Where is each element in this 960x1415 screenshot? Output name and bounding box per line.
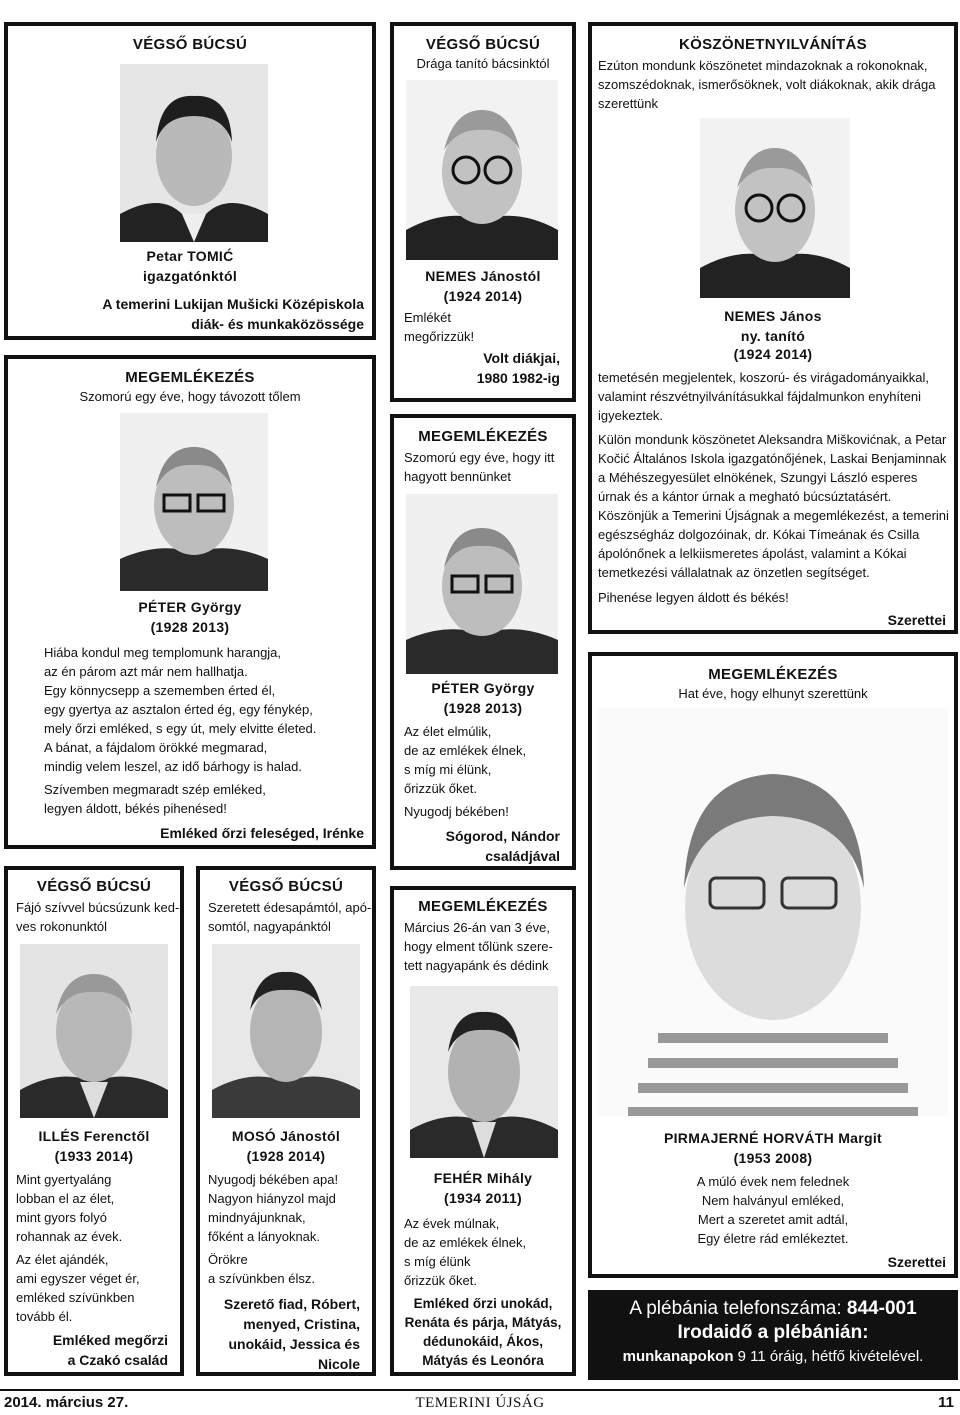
poem-line: A bánat, a fájdalom örökké megmarad, xyxy=(44,740,268,755)
signature-line: dédunokáid, Ákos, xyxy=(422,1334,544,1349)
box-subtitle: somtól, nagyapánktól xyxy=(208,919,331,934)
poem xyxy=(208,1170,370,1288)
poem-line: Az élet ajándék, xyxy=(16,1252,109,1267)
poem-line: Mint gyertyaláng xyxy=(16,1172,112,1187)
poem-line: tovább él. xyxy=(16,1309,73,1324)
signature: Emléked őrzi feleséged, Irénke xyxy=(160,825,364,841)
poem-line: őrizzük őket. xyxy=(404,781,477,796)
office-hours-days: munkanapokon xyxy=(622,1348,734,1365)
office-hours-title: Irodaidő a plébánián: xyxy=(677,1322,869,1343)
portrait-photo xyxy=(120,64,268,242)
poem-line: Mert a szeretet amit adtál, xyxy=(697,1212,849,1227)
signature: Szerettei xyxy=(887,612,946,628)
signature: Sógorod, Nándor xyxy=(445,828,560,844)
life-years: (1933 2014) xyxy=(54,1148,134,1164)
text-line: megőrizzük! xyxy=(404,329,475,344)
poem-line: Az élet elmúlik, xyxy=(404,724,492,739)
poem-line: s míg mi élünk, xyxy=(404,762,492,777)
poem-line: Hiába kondul meg templomunk harangja, xyxy=(44,645,282,660)
notice-moso xyxy=(196,866,376,1376)
box-subtitle xyxy=(404,918,570,975)
life-years: (1953 2008) xyxy=(733,1150,813,1166)
signature-line: unokáid, Jessica és xyxy=(228,1336,360,1352)
paragraph: Külön mondunk köszönetet Aleksandra Miškovićnak, a Petar Kočić Általános Iskola igazgatónőjének, Laskai Benjaminnak a Méhészegyesület elnökének, Szungyi László esperes úrnak és a kántor úrnak a megható búcsúztatásért. Köszönjük a Temerini Újságnak a megemlékezést, a temerini egészségház dolgozóinak, dr. Kókai Tímeának és Csilla ápolónőnek a lelkiismeretes ápolást, valamint a Kókai temetkezési vállalatnak az önzetlen segítséget. xyxy=(598,432,949,580)
box-subtitle: Hat éve, hogy elhunyt szerettünk xyxy=(678,686,868,701)
box-title: MEGEMLÉKEZÉS xyxy=(418,898,548,915)
subtitle-line: Március 26-án van 3 éve, xyxy=(404,920,550,935)
poem-line: de az emlékek élnek, xyxy=(404,1235,527,1250)
signature: a Czakó család xyxy=(67,1352,168,1368)
signature xyxy=(394,1294,572,1370)
portrait-photo xyxy=(598,708,948,1116)
poem-line: legyen áldott, békés pihenésed! xyxy=(44,801,227,816)
notice-feher xyxy=(390,886,576,1376)
notice-nemes-1 xyxy=(390,22,576,402)
issue-date: 2014. március 27. xyxy=(4,1394,129,1411)
poem xyxy=(404,1214,570,1290)
poem-line: a szívünkben élsz. xyxy=(208,1271,315,1286)
subtitle-line: hogy elment tőlünk szere- xyxy=(404,939,553,954)
box-title: MEGEMLÉKEZÉS xyxy=(125,369,255,386)
poem-line: Az évek múlnak, xyxy=(404,1216,500,1231)
office-hours xyxy=(588,1348,958,1365)
signature xyxy=(224,1294,360,1374)
poem-line: mint gyors folyó xyxy=(16,1210,108,1225)
signature: Emléked megőrzi xyxy=(52,1332,168,1348)
poem-line: s míg élünk xyxy=(404,1254,471,1269)
page-footer xyxy=(0,1389,960,1415)
poem xyxy=(404,722,570,821)
notice-peter-2 xyxy=(390,414,576,870)
life-years: (1928 2013) xyxy=(443,700,523,716)
signature: Szerettei xyxy=(887,1254,946,1270)
poem-line: Szívemben megmaradt szép emléked, xyxy=(44,782,266,797)
role-label: ny. tanító xyxy=(740,328,806,344)
poem-line: ami egyszer véget ér, xyxy=(16,1271,140,1286)
box-subtitle: hagyott bennünket xyxy=(404,469,511,484)
portrait-photo xyxy=(212,944,360,1118)
notice-peter-1 xyxy=(4,355,376,849)
signature: 1980 1982-ig xyxy=(476,370,560,386)
poem xyxy=(592,1172,954,1248)
notice-tomic xyxy=(4,22,376,340)
portrait-photo xyxy=(406,494,558,674)
box-title: MEGEMLÉKEZÉS xyxy=(418,428,548,445)
office-hours-time: 9 11 óráig, hétfő kivételével. xyxy=(733,1348,924,1365)
signature-line: A temerini Lukijan Mušicki Középiskola xyxy=(102,296,364,312)
poem-line: őrizzük őket. xyxy=(404,1273,477,1288)
poem-line: Nagyon hiányzol majd xyxy=(208,1191,336,1206)
poem-line: Nem halványul emléked, xyxy=(701,1193,845,1208)
poem-line: mely őrzi emléked, s egy út, mely elvitte életed. xyxy=(44,721,317,736)
deceased-name: MOSÓ Jánostól xyxy=(231,1128,341,1144)
poem-line: Örökre xyxy=(208,1252,248,1267)
deceased-name: PIRMAJERNÉ HORVÁTH Margit xyxy=(663,1130,883,1146)
portrait-photo xyxy=(120,413,268,591)
signature: családjával xyxy=(485,848,560,864)
signature-line: Renáta és párja, Mátyás, xyxy=(404,1315,562,1330)
parish-notice xyxy=(588,1290,958,1380)
life-years: (1928 2013) xyxy=(150,619,230,635)
life-years: (1924 2014) xyxy=(733,346,813,362)
portrait-photo xyxy=(700,118,850,298)
box-title: VÉGSŐ BÚCSÚ xyxy=(36,878,152,895)
signature-line: Szerető fiad, Róbert, xyxy=(223,1296,360,1312)
from-label: igazgatónktól xyxy=(142,268,238,284)
poem-line: rohannak az évek. xyxy=(16,1229,123,1244)
poem-line: Nyugodj békében! xyxy=(404,804,509,819)
box-subtitle: Szomorú egy éve, hogy itt xyxy=(404,450,555,465)
deceased-name: ILLÉS Ferenctől xyxy=(38,1128,150,1144)
box-title: VÉGSŐ BÚCSÚ xyxy=(228,878,344,895)
poem-line: de az emlékek élnek, xyxy=(404,743,527,758)
newspaper-name: TEMERINI ÚJSÁG xyxy=(415,1395,545,1411)
poem xyxy=(16,1170,178,1326)
box-title: KÖSZÖNETNYILVÁNÍTÁS xyxy=(679,36,867,53)
notice-thanks xyxy=(588,22,958,634)
paragraph: Pihenése legyen áldott és békés! xyxy=(598,590,789,605)
deceased-name: PÉTER György xyxy=(431,680,535,696)
poem-line: Egy könnycsepp a szememben érted él, xyxy=(44,683,276,698)
signature-line: menyed, Cristina, xyxy=(243,1316,360,1332)
signature-line: Nicole xyxy=(317,1356,360,1372)
signature: Volt diákjai, xyxy=(483,350,560,366)
box-subtitle: Fájó szívvel búcsúzunk ked- xyxy=(16,900,180,915)
paragraph: temetésén megjelentek, koszorú- és virágadományaikkal, valamint részvétnyilvánításukkal fájdalmunkon enyhíteni igyekeztek. xyxy=(598,370,929,423)
text-line: Emlékét xyxy=(404,310,451,325)
poem-line: emléked szívünkben xyxy=(16,1290,135,1305)
deceased-name: PÉTER György xyxy=(138,599,242,615)
box-subtitle: Szomorú egy éve, hogy távozott tőlem xyxy=(79,389,301,404)
poem-line: az én párom azt már nem hallhatja. xyxy=(44,664,248,679)
box-title: MEGEMLÉKEZÉS xyxy=(708,666,838,683)
signature-line: Emléked őrzi unokád, xyxy=(413,1296,553,1311)
subtitle-line: tett nagyapánk és dédink xyxy=(404,958,549,973)
poem xyxy=(44,643,364,818)
life-years: (1928 2014) xyxy=(246,1148,326,1164)
box-subtitle: Drága tanító bácsinktól xyxy=(416,56,550,71)
notice-illes xyxy=(4,866,184,1376)
portrait-photo xyxy=(406,80,558,260)
signature-line: Mátyás és Leonóra xyxy=(422,1353,544,1368)
deceased-name: Petar TOMIĆ xyxy=(146,248,234,264)
signature-line: diák- és munkaközössége xyxy=(191,316,364,332)
poem-line: A múló évek nem felednek xyxy=(696,1174,850,1189)
page-number: 11 xyxy=(938,1394,954,1411)
poem-line: Egy életre rád emlékeztet. xyxy=(697,1231,849,1246)
poem-line: Nyugodj békében apa! xyxy=(208,1172,339,1187)
box-title: VÉGSŐ BÚCSÚ xyxy=(132,36,248,53)
deceased-name: NEMES János xyxy=(724,308,822,324)
notice-pirmajer xyxy=(588,652,958,1278)
life-years: (1934 2011) xyxy=(443,1190,523,1206)
intro-text: Ezúton mondunk köszönetet mindazoknak a rokonoknak, szomszédoknak, ismerősöknek, volt diákoknak, akik drága szerettünk xyxy=(598,58,936,111)
portrait-photo xyxy=(410,986,558,1158)
poem-line: mindig velem leszel, az idő bárhogy is halad. xyxy=(44,759,302,774)
poem-line: egy gyertya az asztalon érted ég, egy fénykép, xyxy=(44,702,313,717)
poem-line: főként a lányoknak. xyxy=(208,1229,321,1244)
box-subtitle: Szeretett édesapámtól, apó- xyxy=(208,900,372,915)
deceased-name: FEHÉR Mihály xyxy=(433,1170,533,1186)
deceased-name: NEMES Jánostól xyxy=(425,268,541,284)
poem-line: mindnyájunknak, xyxy=(208,1210,306,1225)
box-subtitle: ves rokonunktól xyxy=(16,919,108,934)
phone-number: 844-001 xyxy=(846,1298,917,1319)
portrait-photo xyxy=(20,944,168,1118)
life-years: (1924 2014) xyxy=(443,288,523,304)
poem-line: lobban el az élet, xyxy=(16,1191,115,1206)
box-title: VÉGSŐ BÚCSÚ xyxy=(425,36,541,53)
phone-label: A plébánia telefonszáma: xyxy=(629,1298,847,1319)
parish-phone xyxy=(588,1298,958,1320)
